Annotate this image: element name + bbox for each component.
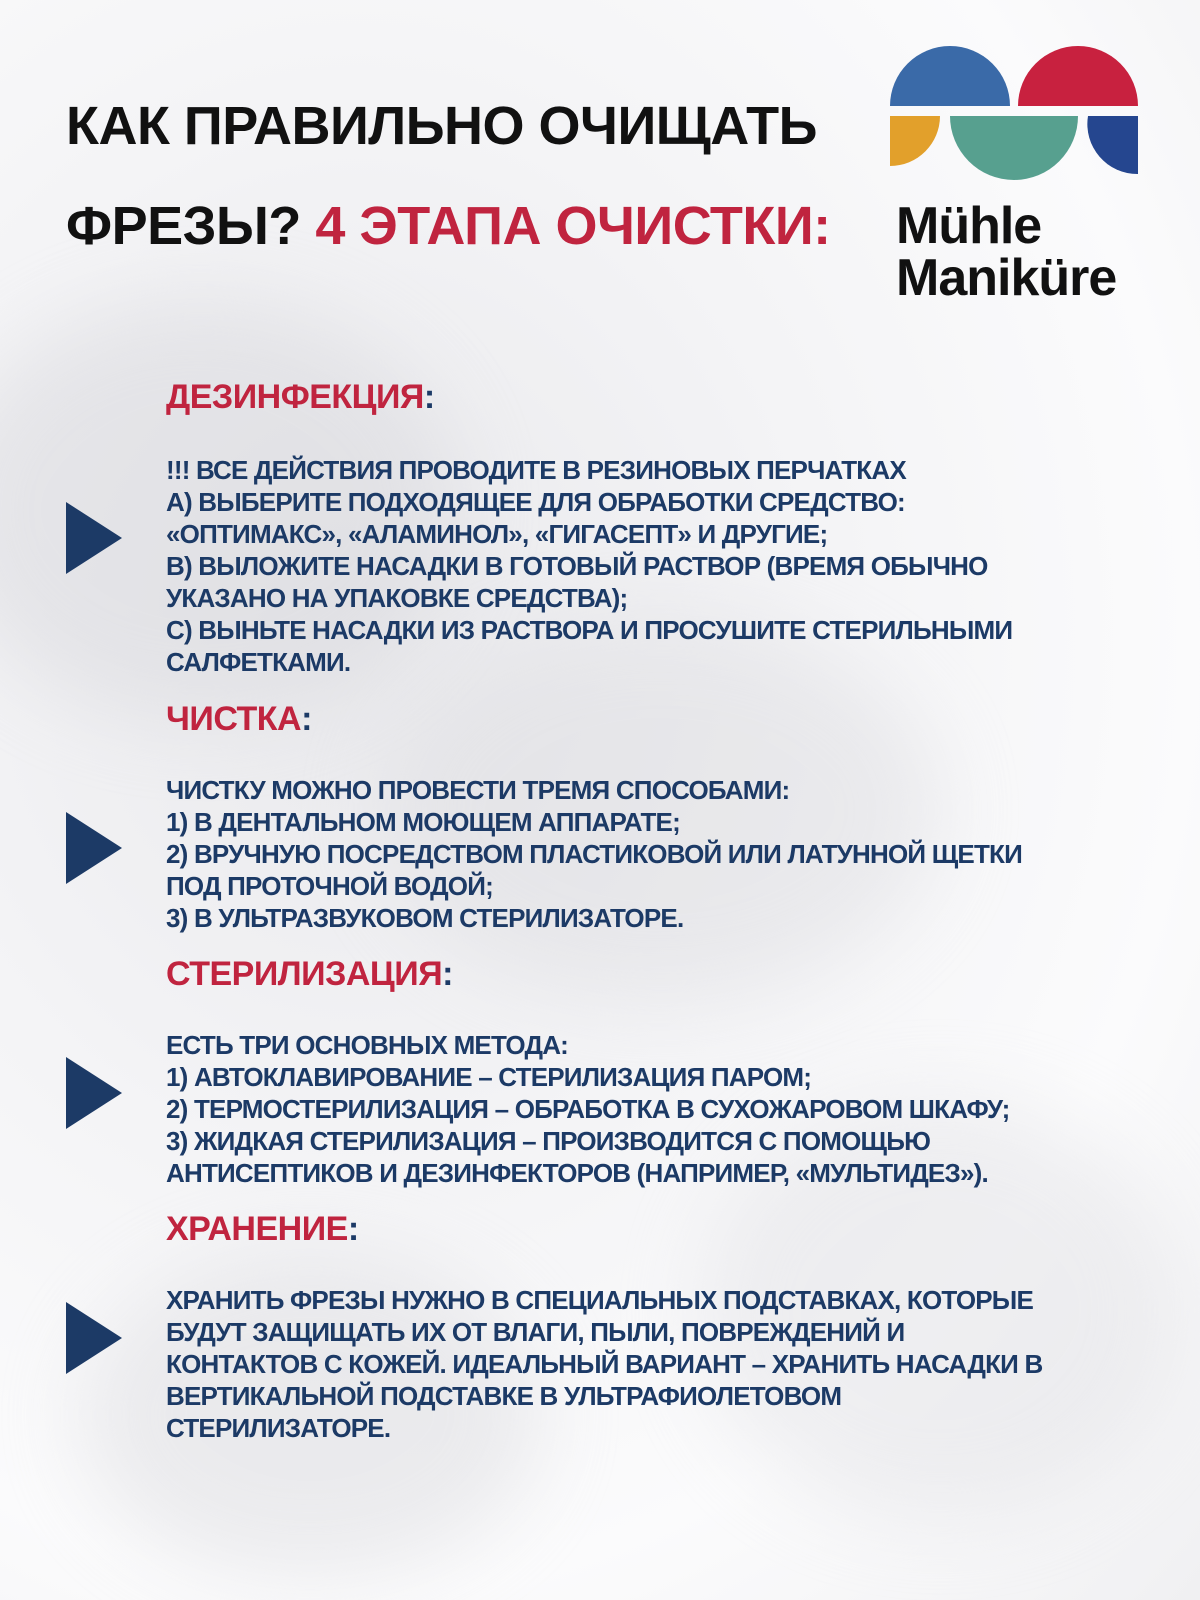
body-line: 1) АВТОКЛАВИРОВАНИЕ – СТЕРИЛИЗАЦИЯ ПАРОМ; xyxy=(166,1062,812,1092)
body-line: КОНТАКТОВ С КОЖЕЙ. ИДЕАЛЬНЫЙ ВАРИАНТ – ХРАНИТЬ НАСАДКИ В xyxy=(166,1349,1043,1379)
section-body xyxy=(166,774,1126,934)
section-heading: ЧИСТКА: xyxy=(166,700,312,738)
logo-blue-arch xyxy=(890,46,1010,106)
body-line: ЕСТЬ ТРИ ОСНОВНЫХ МЕТОДА: xyxy=(166,1030,569,1060)
brand-line-1: Mühle xyxy=(896,197,1042,255)
body-line: С) ВЫНЬТЕ НАСАДКИ ИЗ РАСТВОРА И ПРОСУШИТЕ СТЕРИЛЬНЫМИ xyxy=(166,615,1013,645)
brand-name xyxy=(896,197,1117,307)
body-line: БУДУТ ЗАЩИЩАТЬ ИХ ОТ ВЛАГИ, ПЫЛИ, ПОВРЕЖДЕНИЙ И xyxy=(166,1317,905,1347)
logo-red-arch xyxy=(1018,46,1138,106)
body-line: В) ВЫЛОЖИТЕ НАСАДКИ В ГОТОВЫЙ РАСТВОР (ВРЕМЯ ОБЫЧНО xyxy=(166,551,988,581)
body-line: УКАЗАНО НА УПАКОВКЕ СРЕДСТВА); xyxy=(166,583,628,613)
body-line: ВЕРТИКАЛЬНОЙ ПОДСТАВКЕ В УЛЬТРАФИОЛЕТОВОМ xyxy=(166,1381,842,1411)
body-line: 1) В ДЕНТАЛЬНОМ МОЮЩЕМ АППАРАТЕ; xyxy=(166,807,680,837)
body-line: СТЕРИЛИЗАТОРЕ. xyxy=(166,1413,391,1443)
section-heading: ХРАНЕНИЕ: xyxy=(166,1210,359,1248)
body-line: 2) ВРУЧНУЮ ПОСРЕДСТВОМ ПЛАСТИКОВОЙ ИЛИ ЛАТУННОЙ ЩЕТКИ xyxy=(166,839,1022,869)
play-arrow-icon xyxy=(66,502,122,574)
section-body xyxy=(166,454,1126,678)
title-line-1: КАК ПРАВИЛЬНО ОЧИЩАТЬ xyxy=(66,96,817,156)
section-heading: ДЕЗИНФЕКЦИЯ: xyxy=(166,378,435,416)
body-line: САЛФЕТКАМИ. xyxy=(166,647,351,677)
play-arrow-icon xyxy=(66,1057,122,1129)
body-line: ПОД ПРОТОЧНОЙ ВОДОЙ; xyxy=(166,871,493,901)
section-body xyxy=(166,1029,1126,1189)
body-line: АНТИСЕПТИКОВ И ДЕЗИНФЕКТОРОВ (НАПРИМЕР, «МУЛЬТИДЕЗ»). xyxy=(166,1158,988,1188)
body-line: 3) ЖИДКАЯ СТЕРИЛИЗАЦИЯ – ПРОИЗВОДИТСЯ С ПОМОЩЬЮ xyxy=(166,1126,931,1156)
section-heading: СТЕРИЛИЗАЦИЯ: xyxy=(166,955,453,993)
page-title xyxy=(66,76,866,276)
logo-navy-quarter xyxy=(1087,116,1138,174)
section-body xyxy=(166,1284,1126,1444)
body-line: 3) В УЛЬТРАЗВУКОВОМ СТЕРИЛИЗАТОРЕ. xyxy=(166,903,684,933)
body-line: А) ВЫБЕРИТЕ ПОДХОДЯЩЕЕ ДЛЯ ОБРАБОТКИ СРЕДСТВО: xyxy=(166,487,905,517)
play-arrow-icon xyxy=(66,1302,122,1374)
body-line: «ОПТИМАКС», «АЛАМИНОЛ», «ГИГАСЕПТ» И ДРУГИЕ; xyxy=(166,519,828,549)
title-accent: 4 ЭТАПА ОЧИСТКИ: xyxy=(315,196,831,256)
body-line: !!! ВСЕ ДЕЙСТВИЯ ПРОВОДИТЕ В РЕЗИНОВЫХ ПЕРЧАТКАХ xyxy=(166,455,906,485)
logo-orange-quarter xyxy=(890,116,940,166)
play-arrow-icon xyxy=(66,812,122,884)
body-line: ЧИСТКУ МОЖНО ПРОВЕСТИ ТРЕМЯ СПОСОБАМИ: xyxy=(166,775,790,805)
logo-teal-half xyxy=(950,116,1078,180)
title-line-2: ФРЕЗЫ? xyxy=(66,196,301,256)
brand-line-2: Maniküre xyxy=(896,249,1117,307)
body-line: ХРАНИТЬ ФРЕЗЫ НУЖНО В СПЕЦИАЛЬНЫХ ПОДСТАВКАХ, КОТОРЫЕ xyxy=(166,1285,1033,1315)
body-line: 2) ТЕРМОСТЕРИЛИЗАЦИЯ – ОБРАБОТКА В СУХОЖАРОВОМ ШКАФУ; xyxy=(166,1094,1010,1124)
